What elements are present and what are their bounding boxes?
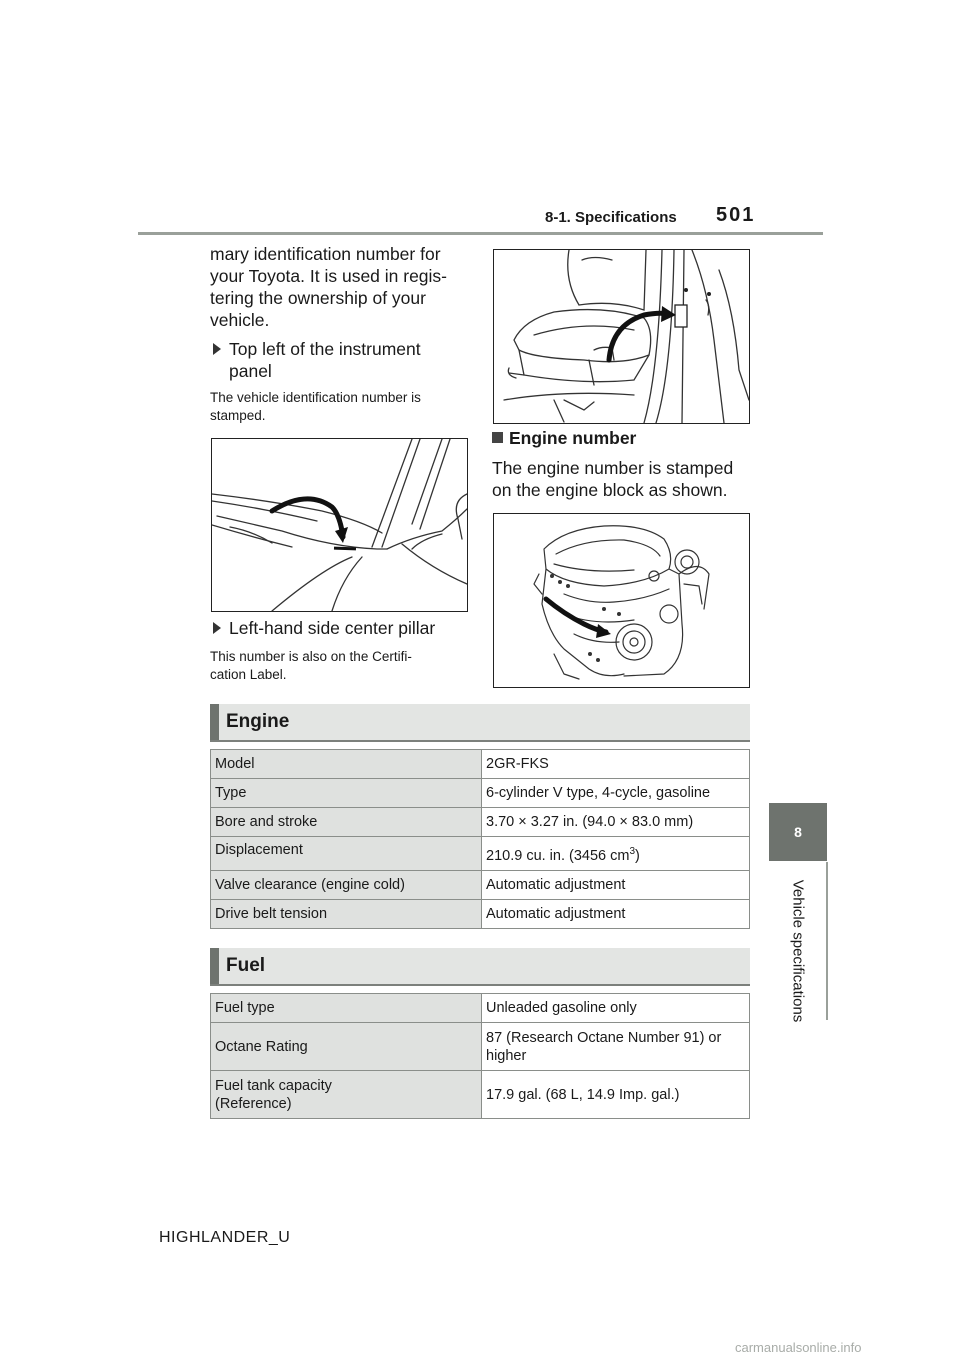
spec-value-displacement: 210.9 cu. in. (3456 $cm^3$): [482, 837, 750, 871]
fuel-spec-table: [210, 993, 750, 1119]
chapter-tab[interactable]: [769, 803, 827, 861]
spec-value-type: 6-cylinder V type, 4-cycle, gasoline: [482, 779, 750, 808]
table-row: [211, 994, 750, 1023]
triangle-bullet-icon: [213, 622, 221, 634]
note-certification-label: This number is also on the Certifi- cation Label.: [210, 649, 412, 682]
table-row: [211, 1023, 750, 1071]
spec-label-type: Type: [211, 779, 482, 808]
spec-value-bore-stroke: 3.70 × 3.27 in. (94.0 × 83.0 mm): [482, 808, 750, 837]
note-vin-stamped: The vehicle identification number is stamped.: [210, 390, 421, 423]
engine-illustration: [493, 513, 750, 688]
engine-section-header: [210, 704, 750, 742]
location-bullet-center-pillar: Left-hand side center pillar: [211, 617, 471, 639]
spec-label-tank-capacity: Fuel tank capacity (Reference): [211, 1071, 482, 1119]
fuel-section-title: Fuel: [226, 955, 266, 976]
table-row: [211, 837, 750, 871]
engine-section-title: Engine: [226, 711, 290, 732]
engine-number-text: The engine number is stamped on the engine block as shown.: [492, 458, 734, 500]
spec-value-tank-capacity: 17.9 gal. (68 L, 14.9 Imp. gal.): [482, 1071, 750, 1119]
instrument-panel-illustration: [211, 438, 468, 612]
section-accent-bar: [210, 948, 219, 984]
triangle-bullet-icon: [213, 343, 221, 355]
spec-value-fuel-type: Unleaded gasoline only: [482, 994, 750, 1023]
table-row: [211, 779, 750, 808]
section-title: 8-1. Specifications: [545, 209, 677, 226]
intro-paragraph: mary identification number for your Toyota. It is used in regis- tering the ownership of your vehicle.: [210, 244, 448, 330]
table-row: [211, 871, 750, 900]
square-bullet-icon: [492, 432, 503, 443]
spec-label-octane: Octane Rating: [211, 1023, 482, 1071]
section-accent-bar: [210, 704, 219, 740]
spec-label-bore-stroke: Bore and stroke: [211, 808, 482, 837]
center-pillar-illustration: [493, 249, 750, 424]
engine-number-heading: Engine number: [492, 428, 636, 449]
spec-label-drive-belt: Drive belt tension: [211, 900, 482, 929]
spec-label-valve-clearance: Valve clearance (engine cold): [211, 871, 482, 900]
location-bullet-instrument-panel: Top left of the instrument panel: [211, 338, 471, 382]
table-row: [211, 900, 750, 929]
chapter-number: 8: [794, 824, 802, 840]
table-row: [211, 750, 750, 779]
header-rule: [138, 232, 823, 235]
engine-spec-table: [210, 749, 750, 929]
table-row: [211, 1071, 750, 1119]
chapter-tab-rule: [826, 862, 828, 1020]
chapter-label: Vehicle specifications: [789, 879, 807, 1023]
page-number: 501: [716, 204, 756, 226]
fuel-section-header: [210, 948, 750, 986]
document-footer: HIGHLANDER_U: [159, 1229, 291, 1246]
spec-value-model: 2GR-FKS: [482, 750, 750, 779]
spec-value-octane: 87 (Research Octane Number 91) or higher: [482, 1023, 750, 1071]
spec-label-displacement: Displacement: [211, 837, 482, 871]
table-row: [211, 808, 750, 837]
spec-label-fuel-type: Fuel type: [211, 994, 482, 1023]
watermark: carmanualsonline.info: [735, 1340, 862, 1355]
spec-value-drive-belt: Automatic adjustment: [482, 900, 750, 929]
spec-value-valve-clearance: Automatic adjustment: [482, 871, 750, 900]
spec-label-model: Model: [211, 750, 482, 779]
